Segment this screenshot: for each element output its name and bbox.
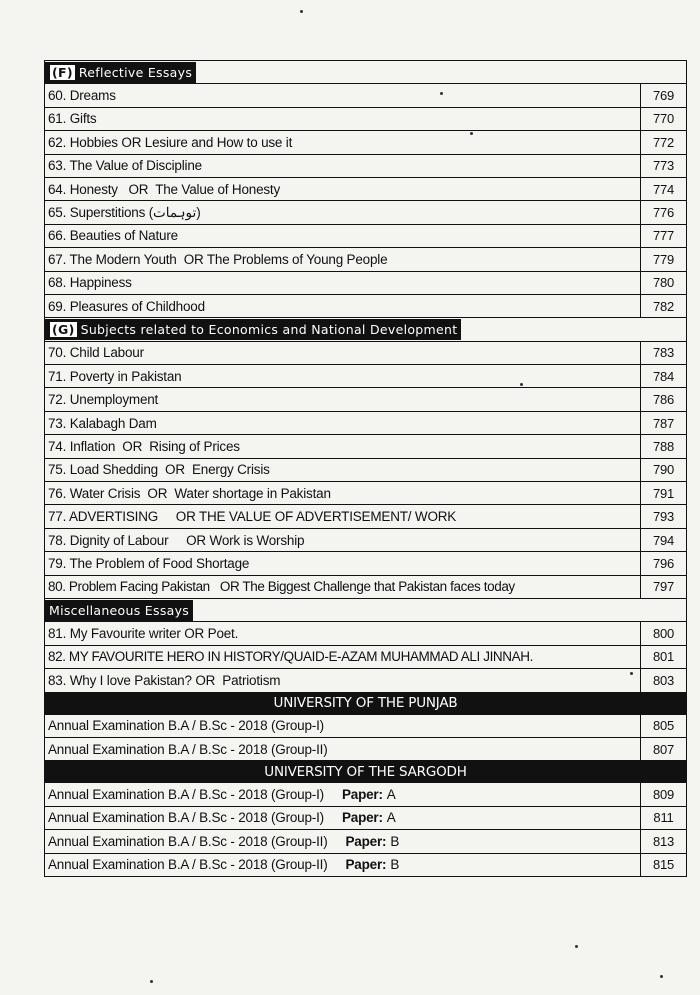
table-row[interactable]	[45, 853, 687, 876]
exam-cell	[45, 806, 641, 829]
page-number: 790	[641, 458, 687, 481]
page-number: 780	[641, 271, 687, 294]
page-number: 809	[641, 783, 687, 806]
table-row[interactable]	[45, 388, 687, 411]
scan-speck	[470, 132, 473, 135]
table-row[interactable]	[45, 131, 687, 154]
page-number: 786	[641, 388, 687, 411]
punjab-university-title: UNIVERSITY OF THE PUNJAB	[45, 692, 687, 714]
contents-table	[44, 60, 687, 877]
paper-value: B	[390, 857, 400, 873]
table-row[interactable]	[45, 669, 687, 692]
essay-title: 71. Poverty in Pakistan	[45, 365, 641, 388]
table-row[interactable]	[45, 458, 687, 481]
scan-speck	[660, 975, 663, 978]
page-number: 769	[641, 84, 687, 107]
university-header-row	[45, 692, 687, 714]
exam-cell	[45, 830, 641, 853]
table-row[interactable]	[45, 714, 687, 737]
table-row[interactable]	[45, 84, 687, 107]
page-number: 777	[641, 224, 687, 247]
section-title: Miscellaneous Essays	[45, 600, 193, 621]
essay-title: 73. Kalabagh Dam	[45, 411, 641, 434]
table-row[interactable]	[45, 341, 687, 364]
essay-title: 63. The Value of Discipline	[45, 154, 641, 177]
section-g-header	[45, 318, 687, 341]
essay-title: 79. The Problem of Food Shortage	[45, 552, 641, 575]
scan-speck	[630, 672, 633, 675]
sargodh-university-title: UNIVERSITY OF THE SARGODH	[45, 761, 687, 783]
page-number: 805	[641, 714, 687, 737]
page-number: 774	[641, 177, 687, 200]
essay-title: 69. Pleasures of Childhood	[45, 294, 641, 317]
section-title: Subjects related to Economics and National Development	[80, 321, 458, 337]
table-row[interactable]	[45, 177, 687, 200]
scan-speck	[440, 92, 443, 95]
table-row[interactable]	[45, 201, 687, 224]
table-row[interactable]	[45, 224, 687, 247]
section-code: (G)	[49, 321, 78, 338]
page-number: 770	[641, 107, 687, 130]
exam-title: Annual Examination B.A / B.Sc - 2018 (Group-II)	[48, 857, 328, 873]
paper-value: A	[386, 787, 396, 803]
exam-title: Annual Examination B.A / B.Sc - 2018 (Group-I)	[45, 714, 641, 737]
page-number: 801	[641, 645, 687, 668]
section-f-header	[45, 61, 687, 84]
exam-title: Annual Examination B.A / B.Sc - 2018 (Group-I)	[48, 810, 324, 826]
page-number: 807	[641, 737, 687, 760]
table-row[interactable]	[45, 528, 687, 551]
exam-cell	[45, 853, 641, 876]
paper-label: Paper:	[345, 857, 387, 873]
scan-speck	[150, 980, 153, 983]
page-number: 782	[641, 294, 687, 317]
page-number: 776	[641, 201, 687, 224]
page-number: 787	[641, 411, 687, 434]
essay-title: 67. The Modern Youth OR The Problems of Young People	[45, 248, 641, 271]
page-number: 772	[641, 131, 687, 154]
paper-value: A	[386, 810, 396, 826]
table-row[interactable]	[45, 645, 687, 668]
section-title: Reflective Essays	[78, 64, 193, 80]
section-header-row	[45, 318, 687, 341]
scan-speck	[575, 945, 578, 948]
page-number: 800	[641, 622, 687, 645]
page-number: 791	[641, 482, 687, 505]
table-row[interactable]	[45, 552, 687, 575]
essay-title: 64. Honesty OR The Value of Honesty	[45, 177, 641, 200]
page-number: 803	[641, 669, 687, 692]
page-number: 783	[641, 341, 687, 364]
table-row[interactable]	[45, 830, 687, 853]
table-row[interactable]	[45, 575, 687, 598]
essay-title: 60. Dreams	[45, 84, 641, 107]
page-number: 796	[641, 552, 687, 575]
essay-title: 76. Water Crisis OR Water shortage in Pakistan	[45, 482, 641, 505]
page-number: 773	[641, 154, 687, 177]
table-row[interactable]	[45, 154, 687, 177]
university-header-row	[45, 761, 687, 783]
essay-title: 66. Beauties of Nature	[45, 224, 641, 247]
section-code: (F)	[49, 64, 76, 81]
essay-title: 82. MY FAVOURITE HERO IN HISTORY/QUAID-E-AZAM MUHAMMAD ALI JINNAH.	[45, 645, 641, 668]
table-row[interactable]	[45, 107, 687, 130]
paper-label: Paper:	[341, 787, 383, 803]
essay-title: 70. Child Labour	[45, 341, 641, 364]
table-row[interactable]	[45, 294, 687, 317]
table-row[interactable]	[45, 248, 687, 271]
essay-title: 72. Unemployment	[45, 388, 641, 411]
page-number: 815	[641, 853, 687, 876]
table-row[interactable]	[45, 435, 687, 458]
table-row[interactable]	[45, 783, 687, 806]
exam-cell	[45, 783, 641, 806]
essay-title: 68. Happiness	[45, 271, 641, 294]
table-row[interactable]	[45, 482, 687, 505]
table-row[interactable]	[45, 411, 687, 434]
essay-title: 77. ADVERTISING OR THE VALUE OF ADVERTISEMENT/ WORK	[45, 505, 641, 528]
table-row[interactable]	[45, 365, 687, 388]
page-number: 794	[641, 528, 687, 551]
scan-speck	[300, 10, 303, 13]
essay-title: 78. Dignity of Labour OR Work is Worship	[45, 528, 641, 551]
table-row[interactable]	[45, 505, 687, 528]
section-misc-header	[45, 598, 687, 621]
page-number: 813	[641, 830, 687, 853]
essay-title: 83. Why I love Pakistan? OR Patriotism	[45, 669, 641, 692]
essay-title: 65. Superstitions (توہمات)	[45, 201, 641, 224]
essay-title: 75. Load Shedding OR Energy Crisis	[45, 458, 641, 481]
section-header-row	[45, 598, 687, 621]
table-row[interactable]	[45, 622, 687, 645]
table-row[interactable]	[45, 271, 687, 294]
page-number: 797	[641, 575, 687, 598]
essay-title: 74. Inflation OR Rising of Prices	[45, 435, 641, 458]
table-row[interactable]	[45, 806, 687, 829]
paper-label: Paper:	[341, 810, 383, 826]
essay-title: 61. Gifts	[45, 107, 641, 130]
exam-title: Annual Examination B.A / B.Sc - 2018 (Group-I)	[48, 787, 324, 803]
page-number: 788	[641, 435, 687, 458]
page-number: 793	[641, 505, 687, 528]
table-row[interactable]	[45, 737, 687, 760]
table-of-contents-page	[44, 60, 686, 877]
paper-value: B	[390, 833, 400, 849]
page-number: 784	[641, 365, 687, 388]
page-number: 779	[641, 248, 687, 271]
scan-speck	[520, 383, 523, 386]
page-number: 811	[641, 806, 687, 829]
exam-title: Annual Examination B.A / B.Sc - 2018 (Group-II)	[45, 737, 641, 760]
essay-title: 80. Problem Facing Pakistan OR The Biggest Challenge that Pakistan faces today	[45, 575, 641, 598]
essay-title: 62. Hobbies OR Lesiure and How to use it	[45, 131, 641, 154]
paper-label: Paper:	[345, 833, 387, 849]
essay-title: 81. My Favourite writer OR Poet.	[45, 622, 641, 645]
exam-title: Annual Examination B.A / B.Sc - 2018 (Group-II)	[48, 833, 328, 849]
section-header-row	[45, 61, 687, 84]
